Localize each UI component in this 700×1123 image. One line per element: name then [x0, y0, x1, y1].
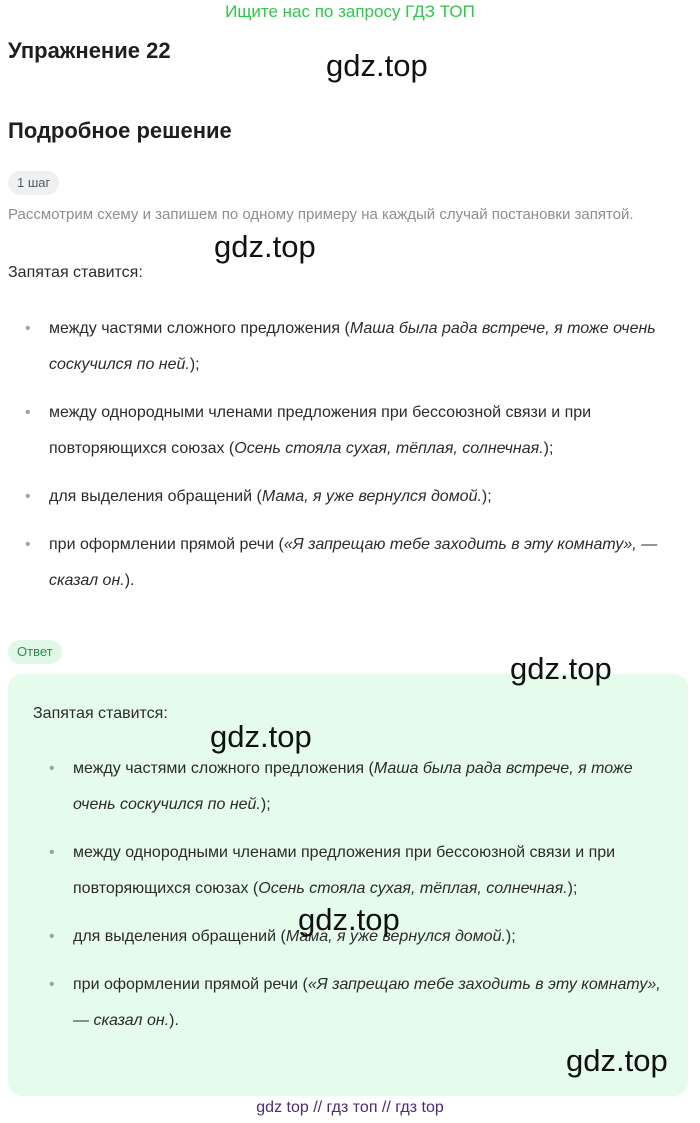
answer-lead: Запятая ставится:: [33, 705, 168, 722]
bullet-icon: •: [25, 536, 31, 553]
answer-badge: Ответ: [8, 640, 62, 664]
bullet-icon: •: [49, 760, 55, 777]
watermark: gdz.top: [326, 48, 428, 83]
list-item: • при оформлении прямой речи («Я запрещаю тебе заходить в эту комнату», — сказал он.).: [49, 527, 689, 599]
exercise-title: Упражнение 22: [8, 38, 171, 63]
bullet-icon: •: [25, 320, 31, 337]
step-list: [25, 311, 689, 611]
watermark: gdz.top: [214, 229, 316, 264]
step-lead: Запятая ставится:: [8, 264, 143, 281]
list-item: • для выделения обращений (Мама, я уже вернулся домой.);: [73, 919, 673, 955]
list-item: • между частями сложного предложения (Маша была рада встрече, я тоже очень соскучился по ней.);: [73, 751, 673, 823]
bullet-icon: •: [49, 844, 55, 861]
list-item: • между однородными членами предложения при бессоюзной связи и при повторяющихся союзах (Осень стояла сухая, тёплая, солнечная.);: [49, 395, 689, 467]
watermark: gdz.top: [566, 1043, 668, 1078]
bullet-icon: •: [25, 404, 31, 421]
footer-links: gdz top // гдз топ // гдз top: [256, 1099, 444, 1116]
list-item: • между частями сложного предложения (Маша была рада встрече, я тоже очень соскучился по ней.);: [49, 311, 689, 383]
list-item: • для выделения обращений (Мама, я уже вернулся домой.);: [49, 479, 689, 515]
list-item: • при оформлении прямой речи («Я запрещаю тебе заходить в эту комнату», — сказал он.).: [73, 967, 673, 1039]
list-item: • между однородными членами предложения при бессоюзной связи и при повторяющихся союзах (Осень стояла сухая, тёплая, солнечная.);: [73, 835, 673, 907]
bullet-icon: •: [49, 976, 55, 993]
watermark: gdz.top: [298, 902, 400, 937]
watermark: gdz.top: [210, 719, 312, 754]
step-intro: Рассмотрим схему и запишем по одному примеру на каждый случай постановки запятой.: [8, 206, 634, 223]
bullet-icon: •: [49, 928, 55, 945]
answer-list: [49, 751, 673, 1051]
bullet-icon: •: [25, 488, 31, 505]
solution-title: Подробное решение: [8, 118, 232, 143]
step-badge: 1 шаг: [8, 171, 59, 195]
search-banner[interactable]: Ищите нас по запросу ГДЗ ТОП: [225, 2, 475, 21]
watermark: gdz.top: [510, 651, 612, 686]
